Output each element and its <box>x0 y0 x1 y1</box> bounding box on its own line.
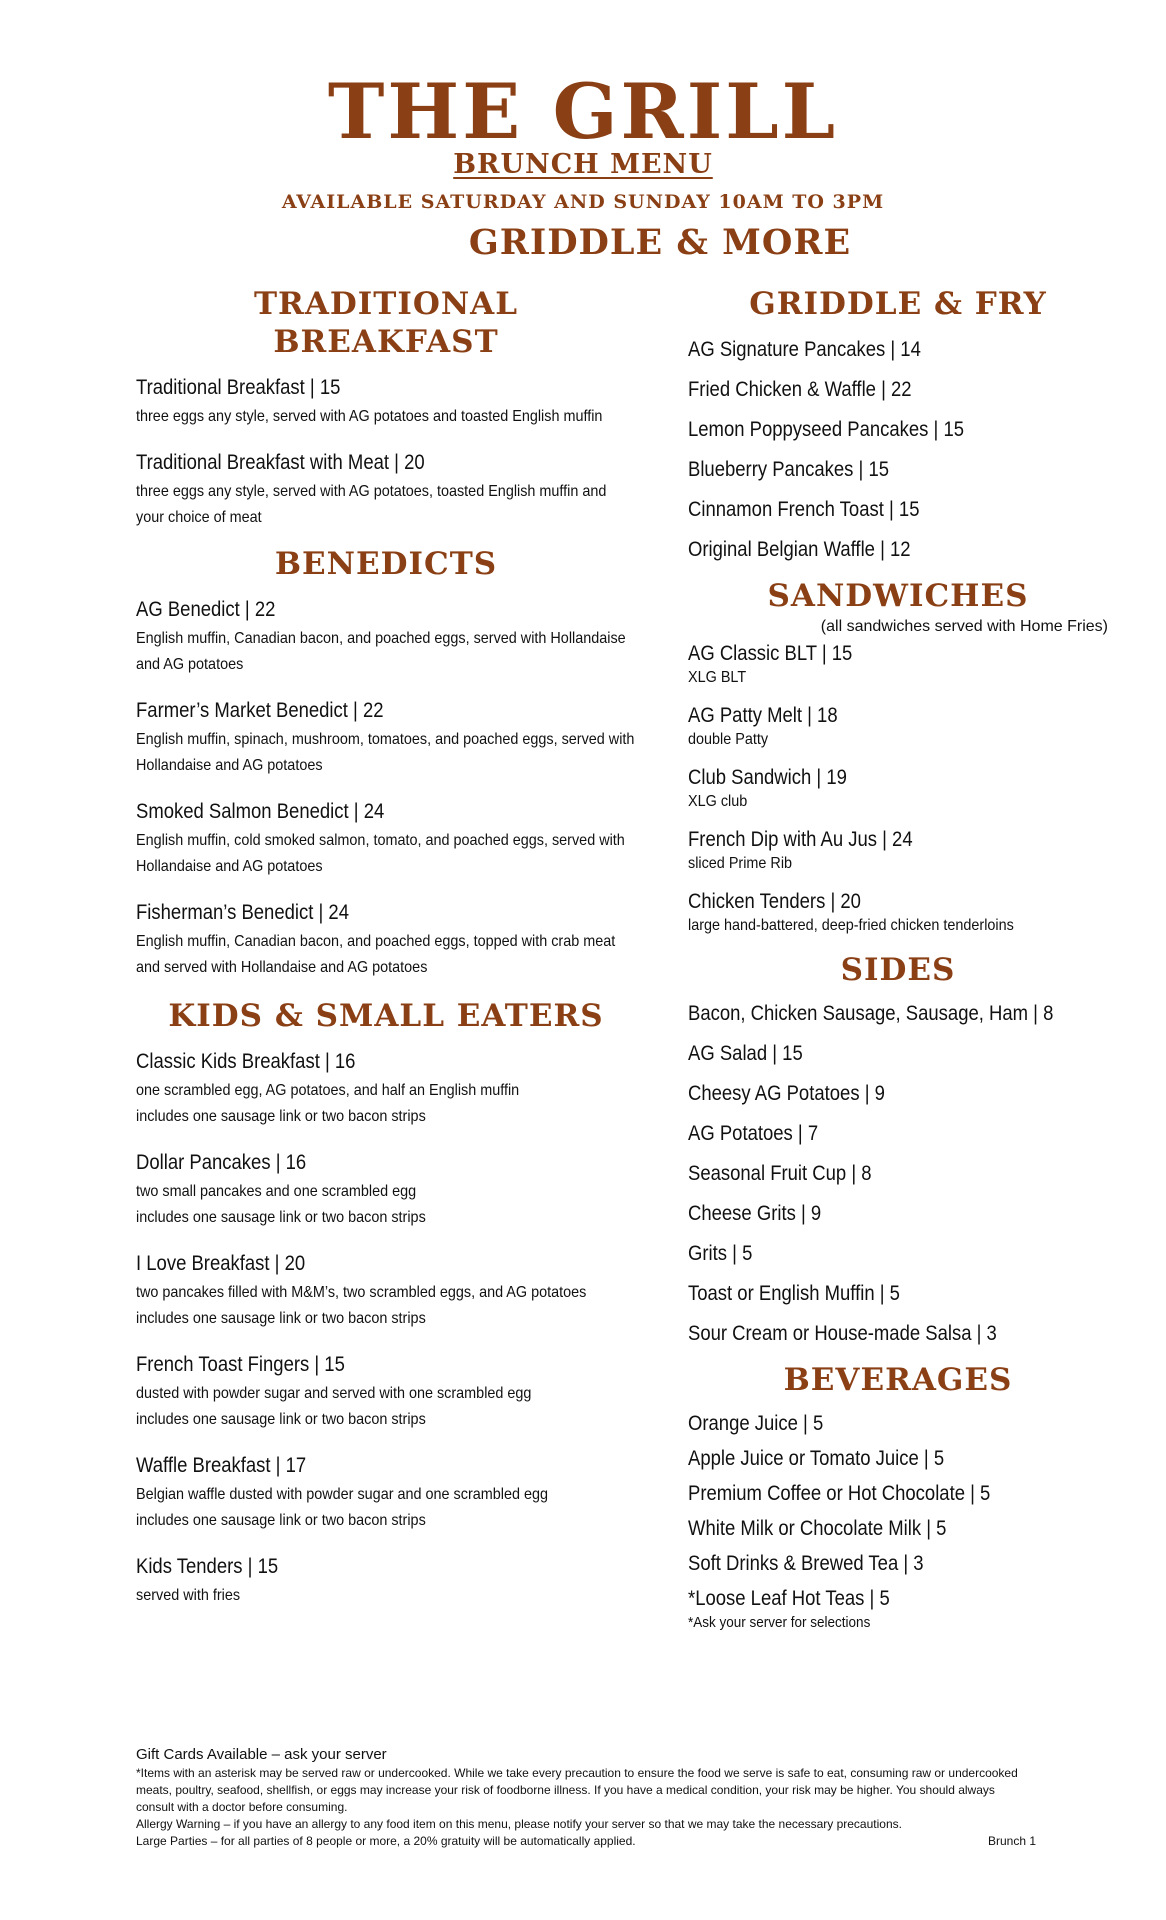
item-name: Waffle Breakfast | 17 <box>136 1454 307 1477</box>
menu-item <box>688 1241 1108 1267</box>
menu-item <box>688 1481 1108 1507</box>
item-extra: includes one sausage link or two bacon strips <box>136 1108 426 1125</box>
allergy-warning: Allergy Warning – if you have an allergy to any food item on this menu, please notify your server so that we may take the necessary precautions. <box>136 1817 902 1831</box>
footer <box>136 1745 1036 1850</box>
section-heading-sandwiches: SANDWICHES <box>767 578 1029 614</box>
menu-item <box>688 1446 1108 1472</box>
right-column <box>688 285 1108 1634</box>
sandwiches-note: (all sandwiches served with Home Fries) <box>820 618 1108 635</box>
section-heading-beverages: BEVERAGES <box>783 1362 1013 1398</box>
item-extra: includes one sausage link or two bacon strips <box>136 1512 426 1529</box>
menu-item <box>688 497 1108 523</box>
availability-note: AVAILABLE SATURDAY AND SUNDAY 10AM TO 3PM <box>281 191 885 213</box>
menu-item <box>688 827 1108 875</box>
consumption-warning: *Items with an asterisk may be served raw or undercooked. While we take every precaution to ensure the food we serve is safe to eat, consuming raw or undercooked meats, poultry, seafood, shellfish, or eggs may increase your risk of foodborne illness. If you have a medical condition, your risk may be higher. You should always consult with a doctor before consuming. <box>136 1766 1018 1814</box>
item-extra: includes one sausage link or two bacon strips <box>136 1411 426 1428</box>
menu-item <box>688 1161 1108 1187</box>
item-name: French Toast Fingers | 15 <box>136 1353 345 1376</box>
menu-item <box>688 1041 1108 1067</box>
menu-item <box>136 1352 636 1433</box>
menu-item <box>136 799 636 880</box>
item-name: Farmer’s Market Benedict | 22 <box>136 699 384 722</box>
gift-card-note: Gift Cards Available – ask your server <box>136 1746 387 1763</box>
item-name: Club Sandwich | 19 <box>688 766 847 789</box>
menu-item <box>688 1081 1108 1107</box>
item-name: Seasonal Fruit Cup | 8 <box>688 1162 872 1185</box>
item-description: dusted with powder sugar and served with one scrambled egg <box>136 1385 532 1402</box>
item-description: served with fries <box>136 1587 241 1604</box>
item-description: three eggs any style, served with AG potatoes, toasted English muffin and your choice of meat <box>136 483 607 526</box>
menu-item <box>136 1049 636 1130</box>
item-description: Belgian waffle dusted with powder sugar and one scrambled egg <box>136 1486 549 1503</box>
menu-item <box>688 537 1108 563</box>
menu-item <box>136 597 636 678</box>
heading-line: BREAKFAST <box>273 324 499 360</box>
item-description: large hand-battered, deep-fried chicken tenderloins <box>688 917 1014 934</box>
menu-item <box>136 698 636 779</box>
section-heading-griddle: GRIDDLE & FRY <box>749 286 1047 322</box>
section-heading-benedicts: BENEDICTS <box>274 546 498 582</box>
item-name: Sour Cream or House-made Salsa | 3 <box>688 1322 997 1345</box>
item-description: English muffin, cold smoked salmon, tomato, and poached eggs, served with Hollandaise and AG potatoes <box>136 832 625 875</box>
item-name: Toast or English Muffin | 5 <box>688 1282 900 1305</box>
item-name: Traditional Breakfast with Meat | 20 <box>136 451 425 474</box>
menu-item <box>688 765 1108 813</box>
subtitle-text: BRUNCH MENU <box>453 149 713 180</box>
section-heading-traditional <box>136 285 636 361</box>
item-name: Grits | 5 <box>688 1242 753 1265</box>
item-name: AG Salad | 15 <box>688 1042 803 1065</box>
item-name: Apple Juice or Tomato Juice | 5 <box>688 1447 945 1470</box>
item-name: Blueberry Pancakes | 15 <box>688 458 890 481</box>
menu-item <box>136 1554 636 1609</box>
item-name: Premium Coffee or Hot Chocolate | 5 <box>688 1482 991 1505</box>
menu-item <box>688 1281 1108 1307</box>
item-name: Orange Juice | 5 <box>688 1412 824 1435</box>
item-name: Fisherman’s Benedict | 24 <box>136 901 349 924</box>
item-name: Cheese Grits | 9 <box>688 1202 822 1225</box>
item-description: two pancakes filled with M&M’s, two scrambled eggs, and AG potatoes <box>136 1284 587 1301</box>
item-description: English muffin, spinach, mushroom, tomatoes, and poached eggs, served with Hollandaise and AG potatoes <box>136 731 635 774</box>
page-number: Brunch 1 <box>987 1834 1036 1848</box>
item-name: Lemon Poppyseed Pancakes | 15 <box>688 418 965 441</box>
item-name: AG Potatoes | 7 <box>688 1122 819 1145</box>
large-parties-note: Large Parties – for all parties of 8 people or more, a 20% gratuity will be automatically applied. <box>136 1834 636 1848</box>
menu-item <box>688 1516 1108 1542</box>
item-name: Cinnamon French Toast | 15 <box>688 498 920 521</box>
menu-item <box>688 1001 1108 1027</box>
item-extra: includes one sausage link or two bacon strips <box>136 1209 426 1226</box>
item-extra: includes one sausage link or two bacon strips <box>136 1310 426 1327</box>
item-name: I Love Breakfast | 20 <box>136 1252 306 1275</box>
item-name: Original Belgian Waffle | 12 <box>688 538 911 561</box>
item-description: XLG BLT <box>688 669 747 686</box>
menu-subtitle <box>0 150 1166 180</box>
item-name: Cheesy AG Potatoes | 9 <box>688 1082 885 1105</box>
item-name: French Dip with Au Jus | 24 <box>688 828 913 851</box>
page-title: THE GRILL <box>327 67 839 156</box>
item-name: Classic Kids Breakfast | 16 <box>136 1050 356 1073</box>
item-description: three eggs any style, served with AG potatoes and toasted English muffin <box>136 408 603 425</box>
item-name: Soft Drinks & Brewed Tea | 3 <box>688 1552 924 1575</box>
menu-item <box>688 1121 1108 1147</box>
menu-item <box>688 337 1108 363</box>
menu-item <box>688 1321 1108 1347</box>
menu-item <box>136 1150 636 1231</box>
menu-item <box>688 1411 1108 1437</box>
left-column <box>136 285 636 1629</box>
menu-item <box>688 1551 1108 1577</box>
item-description: one scrambled egg, AG potatoes, and half an English muffin <box>136 1082 520 1099</box>
item-description: XLG club <box>688 793 748 810</box>
menu-item <box>688 1201 1108 1227</box>
item-name: Traditional Breakfast | 15 <box>136 376 341 399</box>
menu-item <box>688 641 1108 689</box>
menu-item <box>688 377 1108 403</box>
item-description: two small pancakes and one scrambled egg <box>136 1183 417 1200</box>
menu-item <box>688 457 1108 483</box>
beverages-note: *Ask your server for selections <box>688 1614 871 1631</box>
item-name: White Milk or Chocolate Milk | 5 <box>688 1517 947 1540</box>
item-description: sliced Prime Rib <box>688 855 793 872</box>
section-heading-sides: SIDES <box>840 952 956 988</box>
item-description: English muffin, Canadian bacon, and poached eggs, topped with crab meat and served with Hollandaise and AG potatoes <box>136 933 616 976</box>
item-name: AG Patty Melt | 18 <box>688 704 838 727</box>
menu-item <box>688 889 1108 937</box>
item-name: AG Benedict | 22 <box>136 598 276 621</box>
item-name: Chicken Tenders | 20 <box>688 890 861 913</box>
menu-item <box>688 417 1108 443</box>
section-heading-kids: KIDS & SMALL EATERS <box>168 998 604 1034</box>
page-heading: GRIDDLE & MORE <box>468 222 852 263</box>
menu-item <box>688 703 1108 751</box>
item-name: Kids Tenders | 15 <box>136 1555 279 1578</box>
item-name: Bacon, Chicken Sausage, Sausage, Ham | 8 <box>688 1002 1054 1025</box>
item-name: AG Classic BLT | 15 <box>688 642 853 665</box>
menu-item <box>136 450 636 531</box>
menu-item <box>688 1586 1108 1612</box>
item-name: AG Signature Pancakes | 14 <box>688 338 921 361</box>
item-name: Dollar Pancakes | 16 <box>136 1151 307 1174</box>
item-name: *Loose Leaf Hot Teas | 5 <box>688 1587 890 1610</box>
item-name: Smoked Salmon Benedict | 24 <box>136 800 385 823</box>
menu-item <box>136 375 636 430</box>
menu-item <box>136 1453 636 1534</box>
item-description: double Patty <box>688 731 769 748</box>
menu-item <box>136 1251 636 1332</box>
menu-item <box>136 900 636 981</box>
heading-line: TRADITIONAL <box>253 286 519 322</box>
item-name: Fried Chicken & Waffle | 22 <box>688 378 912 401</box>
item-description: English muffin, Canadian bacon, and poached eggs, served with Hollandaise and AG potatoes <box>136 630 626 673</box>
